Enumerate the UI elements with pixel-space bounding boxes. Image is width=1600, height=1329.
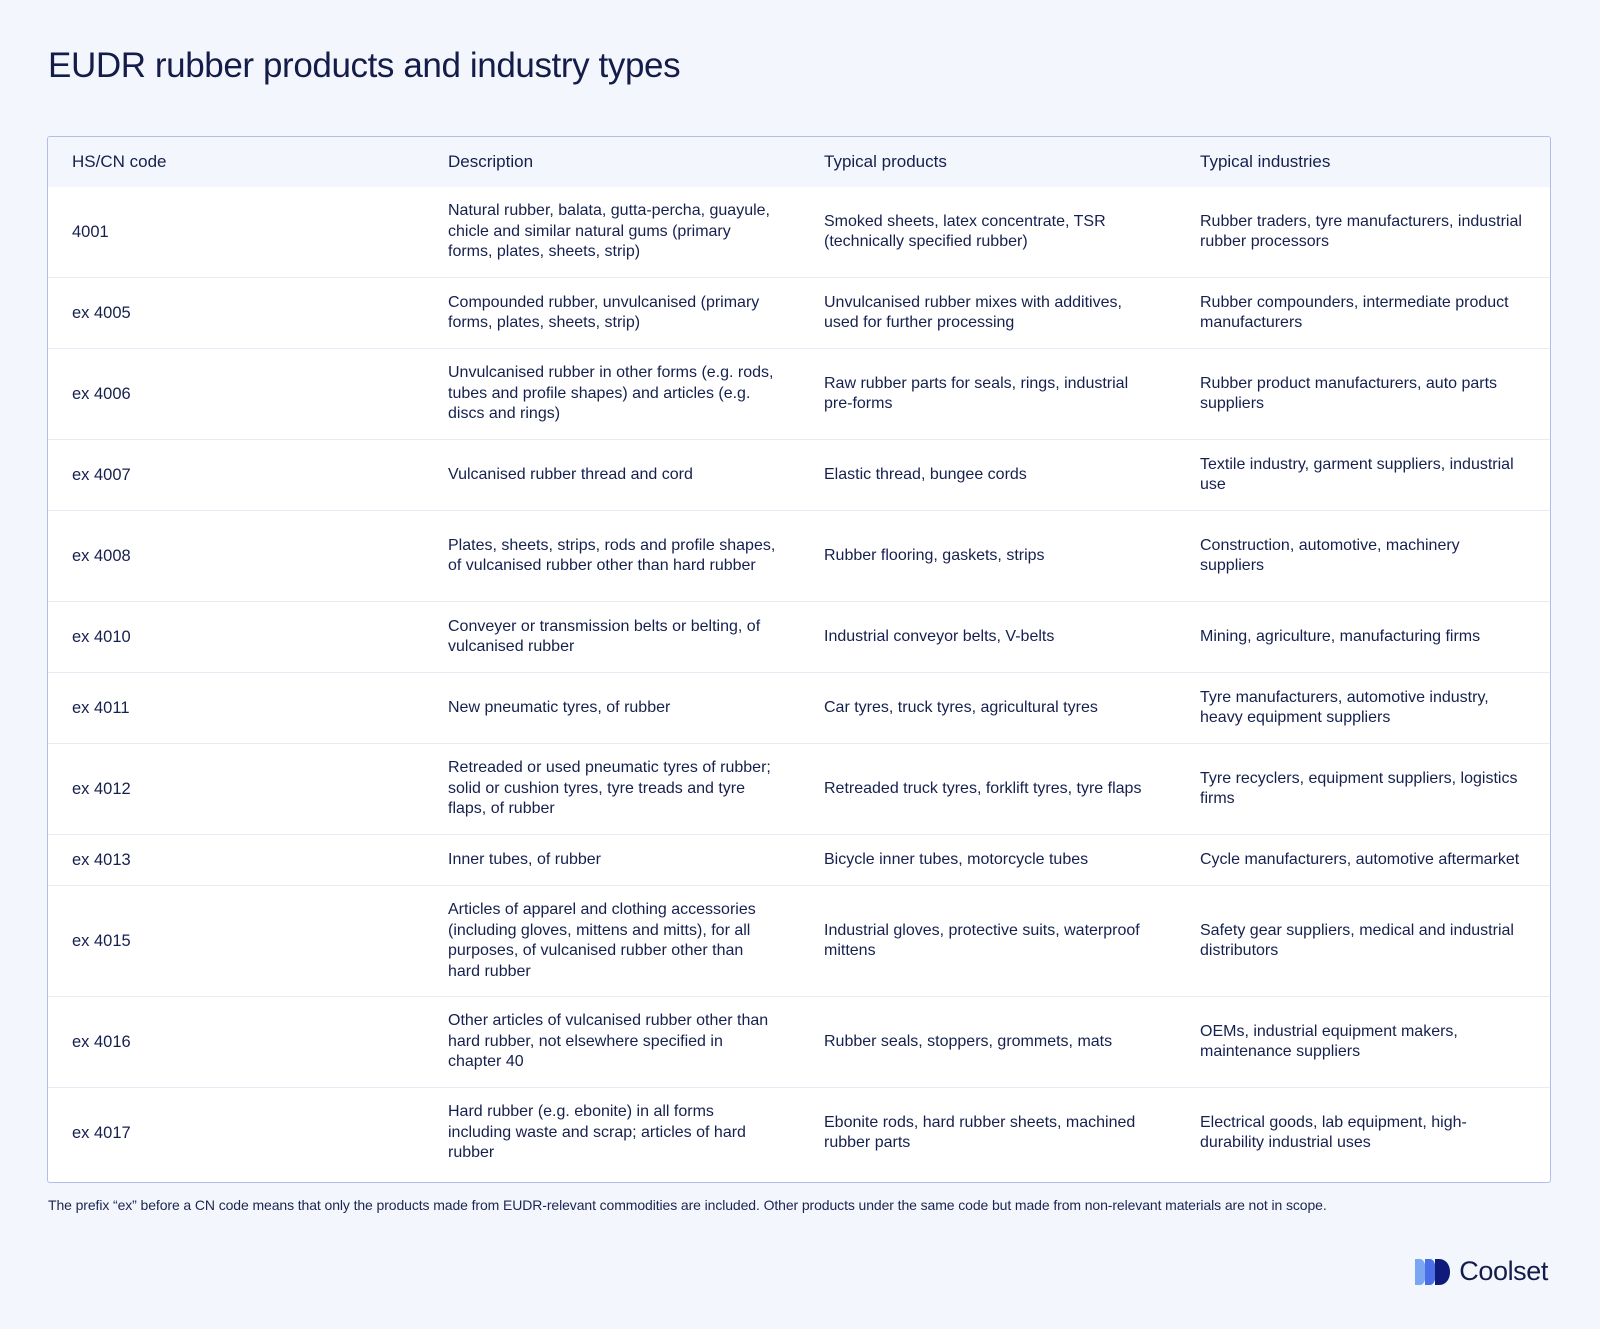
table-row (48, 187, 1550, 277)
page-title: EUDR rubber products and industry types (48, 46, 681, 85)
cell-industries: Rubber compounders, intermediate product manufacturers (1200, 293, 1509, 331)
cell-code: ex 4012 (72, 779, 131, 798)
cell-description: Inner tubes, of rubber (448, 850, 601, 868)
cell-description: Hard rubber (e.g. ebonite) in all forms including waste and scrap; articles of hard rubber (448, 1103, 746, 1162)
cell-description: Conveyer or transmission belts or belting, of vulcanised rubber (448, 617, 761, 655)
table-row (48, 277, 1550, 348)
header-typical-industries: Typical industries (1200, 152, 1331, 171)
table-row (48, 348, 1550, 439)
cell-products: Car tyres, truck tyres, agricultural tyres (824, 698, 1098, 716)
cell-products: Unvulcanised rubber mixes with additives, used for further processing (824, 293, 1122, 331)
cell-products: Industrial gloves, protective suits, waterproof mittens (824, 921, 1140, 959)
brand-name: Coolset (1459, 1256, 1548, 1286)
cell-description: Unvulcanised rubber in other forms (e.g. rods, tubes and profile shapes) and articles (e.g. discs and rings) (448, 364, 774, 423)
cell-industries: OEMs, industrial equipment makers, maintenance suppliers (1200, 1022, 1458, 1060)
cell-industries: Tyre recyclers, equipment suppliers, logistics firms (1200, 769, 1518, 807)
header-description: Description (448, 152, 534, 171)
cell-industries: Rubber product manufacturers, auto parts suppliers (1200, 374, 1498, 412)
table-row (48, 996, 1550, 1087)
cell-description: Vulcanised rubber thread and cord (448, 465, 693, 483)
cell-code: ex 4016 (72, 1032, 131, 1051)
cell-description: Compounded rubber, unvulcanised (primary forms, plates, sheets, strip) (448, 293, 760, 331)
cell-industries: Electrical goods, lab equipment, high-durability industrial uses (1200, 1113, 1467, 1151)
cell-products: Rubber flooring, gaskets, strips (824, 546, 1045, 564)
cell-code: 4001 (72, 222, 109, 241)
cell-products: Rubber seals, stoppers, grommets, mats (824, 1032, 1113, 1050)
cell-industries: Cycle manufacturers, automotive aftermarket (1200, 850, 1520, 868)
cell-industries: Construction, automotive, machinery suppliers (1200, 536, 1460, 574)
table-body (48, 187, 1550, 1178)
footnote: The prefix “ex” before a CN code means that only the products made from EUDR-relevant commodities are included. Other products under the same code but made from non-relevant materials are not in scope. (48, 1197, 1327, 1213)
table-row (48, 439, 1550, 510)
cell-description: Plates, sheets, strips, rods and profile shapes, of vulcanised rubber other than hard rubber (448, 536, 776, 574)
table-row (48, 743, 1550, 834)
table-row (48, 601, 1550, 672)
cell-industries: Rubber traders, tyre manufacturers, industrial rubber processors (1200, 212, 1522, 250)
rubber-products-table (47, 136, 1551, 1183)
cell-industries: Tyre manufacturers, automotive industry, heavy equipment suppliers (1200, 688, 1489, 726)
cell-products: Smoked sheets, latex concentrate, TSR (technically specified rubber) (824, 212, 1106, 250)
cell-products: Retreaded truck tyres, forklift tyres, tyre flaps (824, 779, 1142, 797)
cell-products: Industrial conveyor belts, V-belts (824, 627, 1055, 645)
cell-code: ex 4011 (72, 698, 130, 717)
cell-code: ex 4015 (72, 931, 131, 950)
brand-logo (1415, 1256, 1548, 1287)
table-row (48, 885, 1550, 996)
cell-code: ex 4013 (72, 850, 131, 869)
cell-code: ex 4017 (72, 1123, 131, 1142)
table-row (48, 1087, 1550, 1178)
coolset-logo-icon (1415, 1259, 1452, 1285)
cell-description: Retreaded or used pneumatic tyres of rubber; solid or cushion tyres, tyre treads and tyre flaps, of rubber (448, 759, 771, 818)
cell-code: ex 4010 (72, 627, 131, 646)
header-typical-products: Typical products (824, 152, 947, 171)
cell-description: New pneumatic tyres, of rubber (448, 698, 671, 716)
cell-code: ex 4006 (72, 384, 131, 403)
cell-description: Natural rubber, balata, gutta-percha, guayule, chicle and similar natural gums (primary forms, plates, sheets, strip) (448, 202, 770, 261)
cell-description: Articles of apparel and clothing accessories (including gloves, mittens and mitts), for all purposes, of vulcanised rubber other than hard rubber (448, 901, 756, 980)
table-row (48, 834, 1550, 885)
cell-industries: Safety gear suppliers, medical and industrial distributors (1200, 921, 1514, 959)
cell-products: Bicycle inner tubes, motorcycle tubes (824, 850, 1089, 868)
table-header-row (48, 137, 1550, 187)
table-row (48, 510, 1550, 601)
cell-description: Other articles of vulcanised rubber other than hard rubber, not elsewhere specified in chapter 40 (448, 1012, 769, 1071)
cell-products: Raw rubber parts for seals, rings, industrial pre-forms (824, 374, 1129, 412)
table-row (48, 672, 1550, 743)
cell-code: ex 4007 (72, 465, 131, 484)
header-hs-cn-code: HS/CN code (72, 152, 167, 171)
cell-products: Elastic thread, bungee cords (824, 465, 1027, 483)
cell-industries: Textile industry, garment suppliers, industrial use (1200, 455, 1514, 493)
cell-code: ex 4005 (72, 303, 131, 322)
cell-code: ex 4008 (72, 546, 131, 565)
cell-products: Ebonite rods, hard rubber sheets, machined rubber parts (824, 1113, 1136, 1151)
cell-industries: Mining, agriculture, manufacturing firms (1200, 627, 1481, 645)
